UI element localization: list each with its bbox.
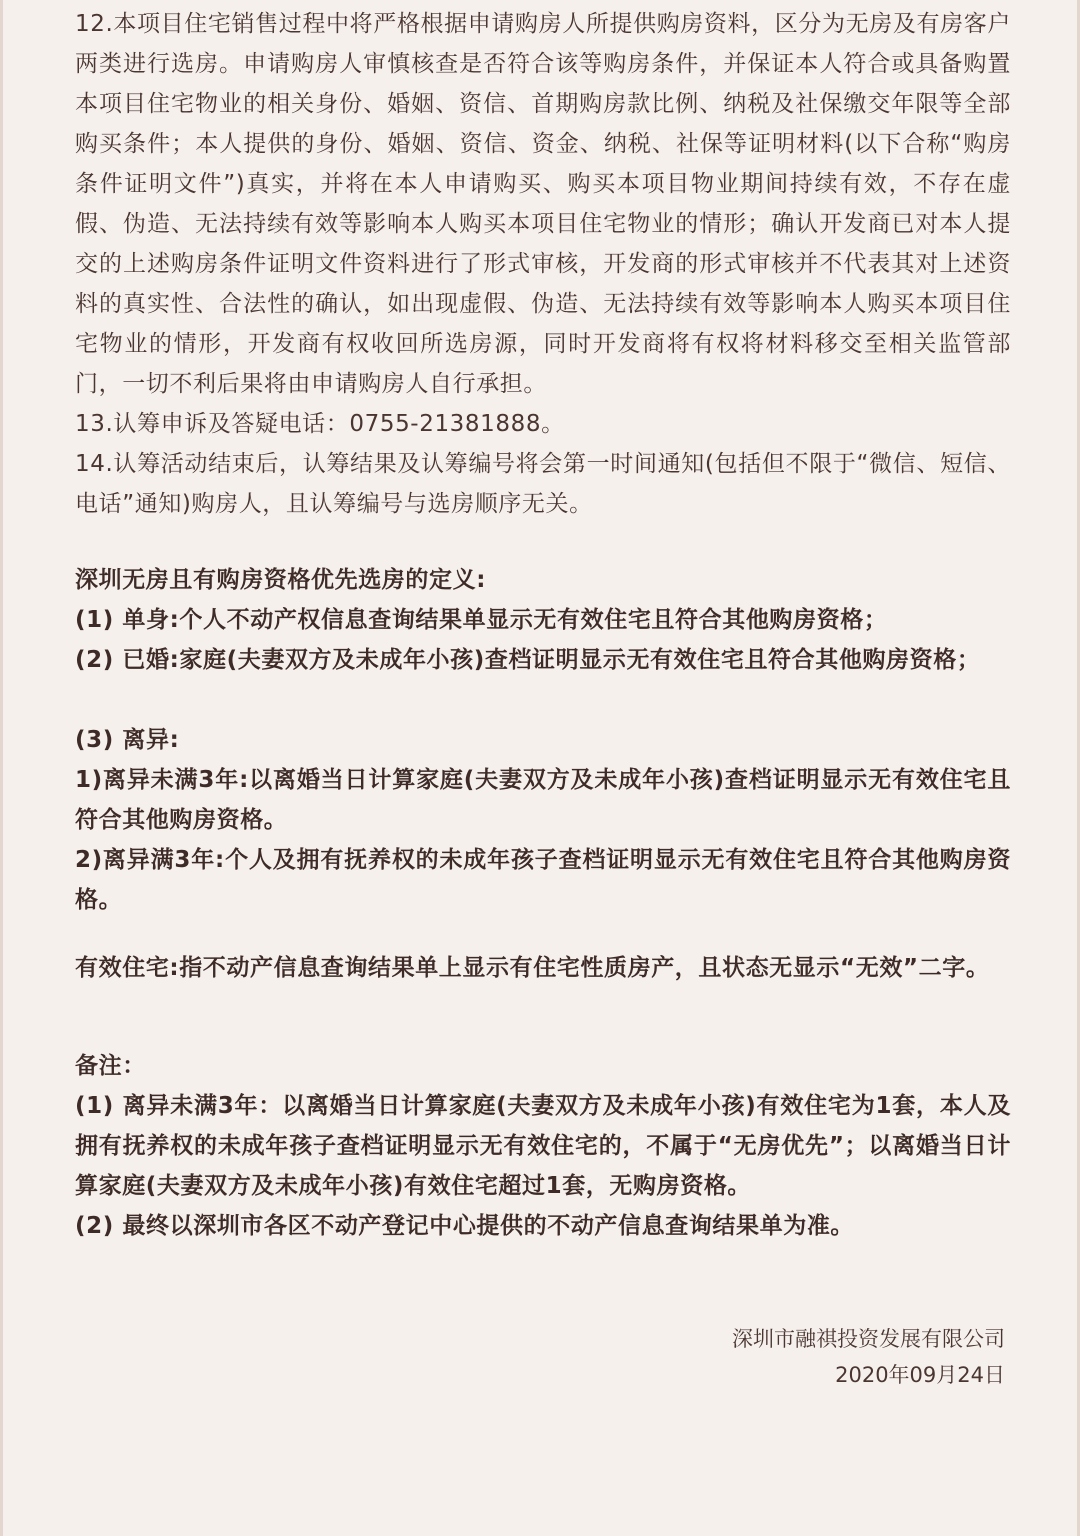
document-date: 2020年09月24日 (835, 1363, 1005, 1387)
notes-heading: 备注： (75, 1053, 146, 1079)
definition-single: (1) 单身:个人不动产权信息查询结果单显示无有效住宅且符合其他购房资格； (75, 607, 888, 633)
note-1: (1) 离异未满3年：以离婚当日计算家庭(夫妻双方及未成年小孩)有效住宅为1套，本人及拥有抚养权的未成年孩子查档证明显示无有效住宅的，不属于“无房优先”；以离婚当日计算家庭(夫妻双方及未成年小孩)有效住宅超过1套，无购房资格。 (75, 1093, 1011, 1199)
clause-13: 13.认筹申诉及答疑电话：0755-21381888。 (75, 411, 565, 437)
definition-divorced-under-3: 1)离异未满3年:以离婚当日计算家庭(夫妻双方及未成年小孩)查档证明显示无有效住宅且符合其他购房资格。 (75, 767, 1011, 833)
clause-14: 14.认筹活动结束后，认筹结果及认筹编号将会第一时间通知(包括但不限于“微信、短信、电话”通知)购房人，且认筹编号与选房顺序无关。 (75, 451, 1011, 517)
definition-heading: 深圳无房且有购房资格优先选房的定义: (75, 567, 486, 593)
definition-married: (2) 已婚:家庭(夫妻双方及未成年小孩)查档证明显示无有效住宅且符合其他购房资格； (75, 647, 981, 673)
effective-housing-definition: 有效住宅:指不动产信息查询结果单上显示有住宅性质房产，且状态无显示“无效”二字。 (75, 955, 990, 981)
definition-divorced: (3) 离异: (75, 727, 180, 753)
company-name: 深圳市融祺投资发展有限公司 (732, 1327, 1005, 1351)
definition-divorced-over-3: 2)离异满3年:个人及拥有抚养权的未成年孩子查档证明显示无有效住宅且符合其他购房资格。 (75, 847, 1011, 913)
note-2: (2) 最终以深圳市各区不动产登记中心提供的不动产信息查询结果单为准。 (75, 1213, 855, 1239)
clause-12: 12.本项目住宅销售过程中将严格根据申请购房人所提供购房资料，区分为无房及有房客户两类进行选房。申请购房人审慎核查是否符合该等购房条件，并保证本人符合或具备购置本项目住宅物业的相关身份、婚姻、资信、首期购房款比例、纳税及社保缴交年限等全部购买条件；本人提供的身份、婚姻、资信、资金、纳税、社保等证明材料(以下合称“购房条件证明文件”)真实，并将在本人申请购买、购买本项目物业期间持续有效，不存在虚假、伪造、无法持续有效等影响本人购买本项目住宅物业的情形；确认开发商已对本人提交的上述购房条件证明文件资料进行了形式审核，开发商的形式审核并不代表其对上述资料的真实性、合法性的确认，如出现虚假、伪造、无法持续有效等影响本人购买本项目住宅物业的情形，开发商有权收回所选房源，同时开发商将有权将材料移交至相关监管部门，一切不利后果将由申请购房人自行承担。 (75, 11, 1011, 397)
